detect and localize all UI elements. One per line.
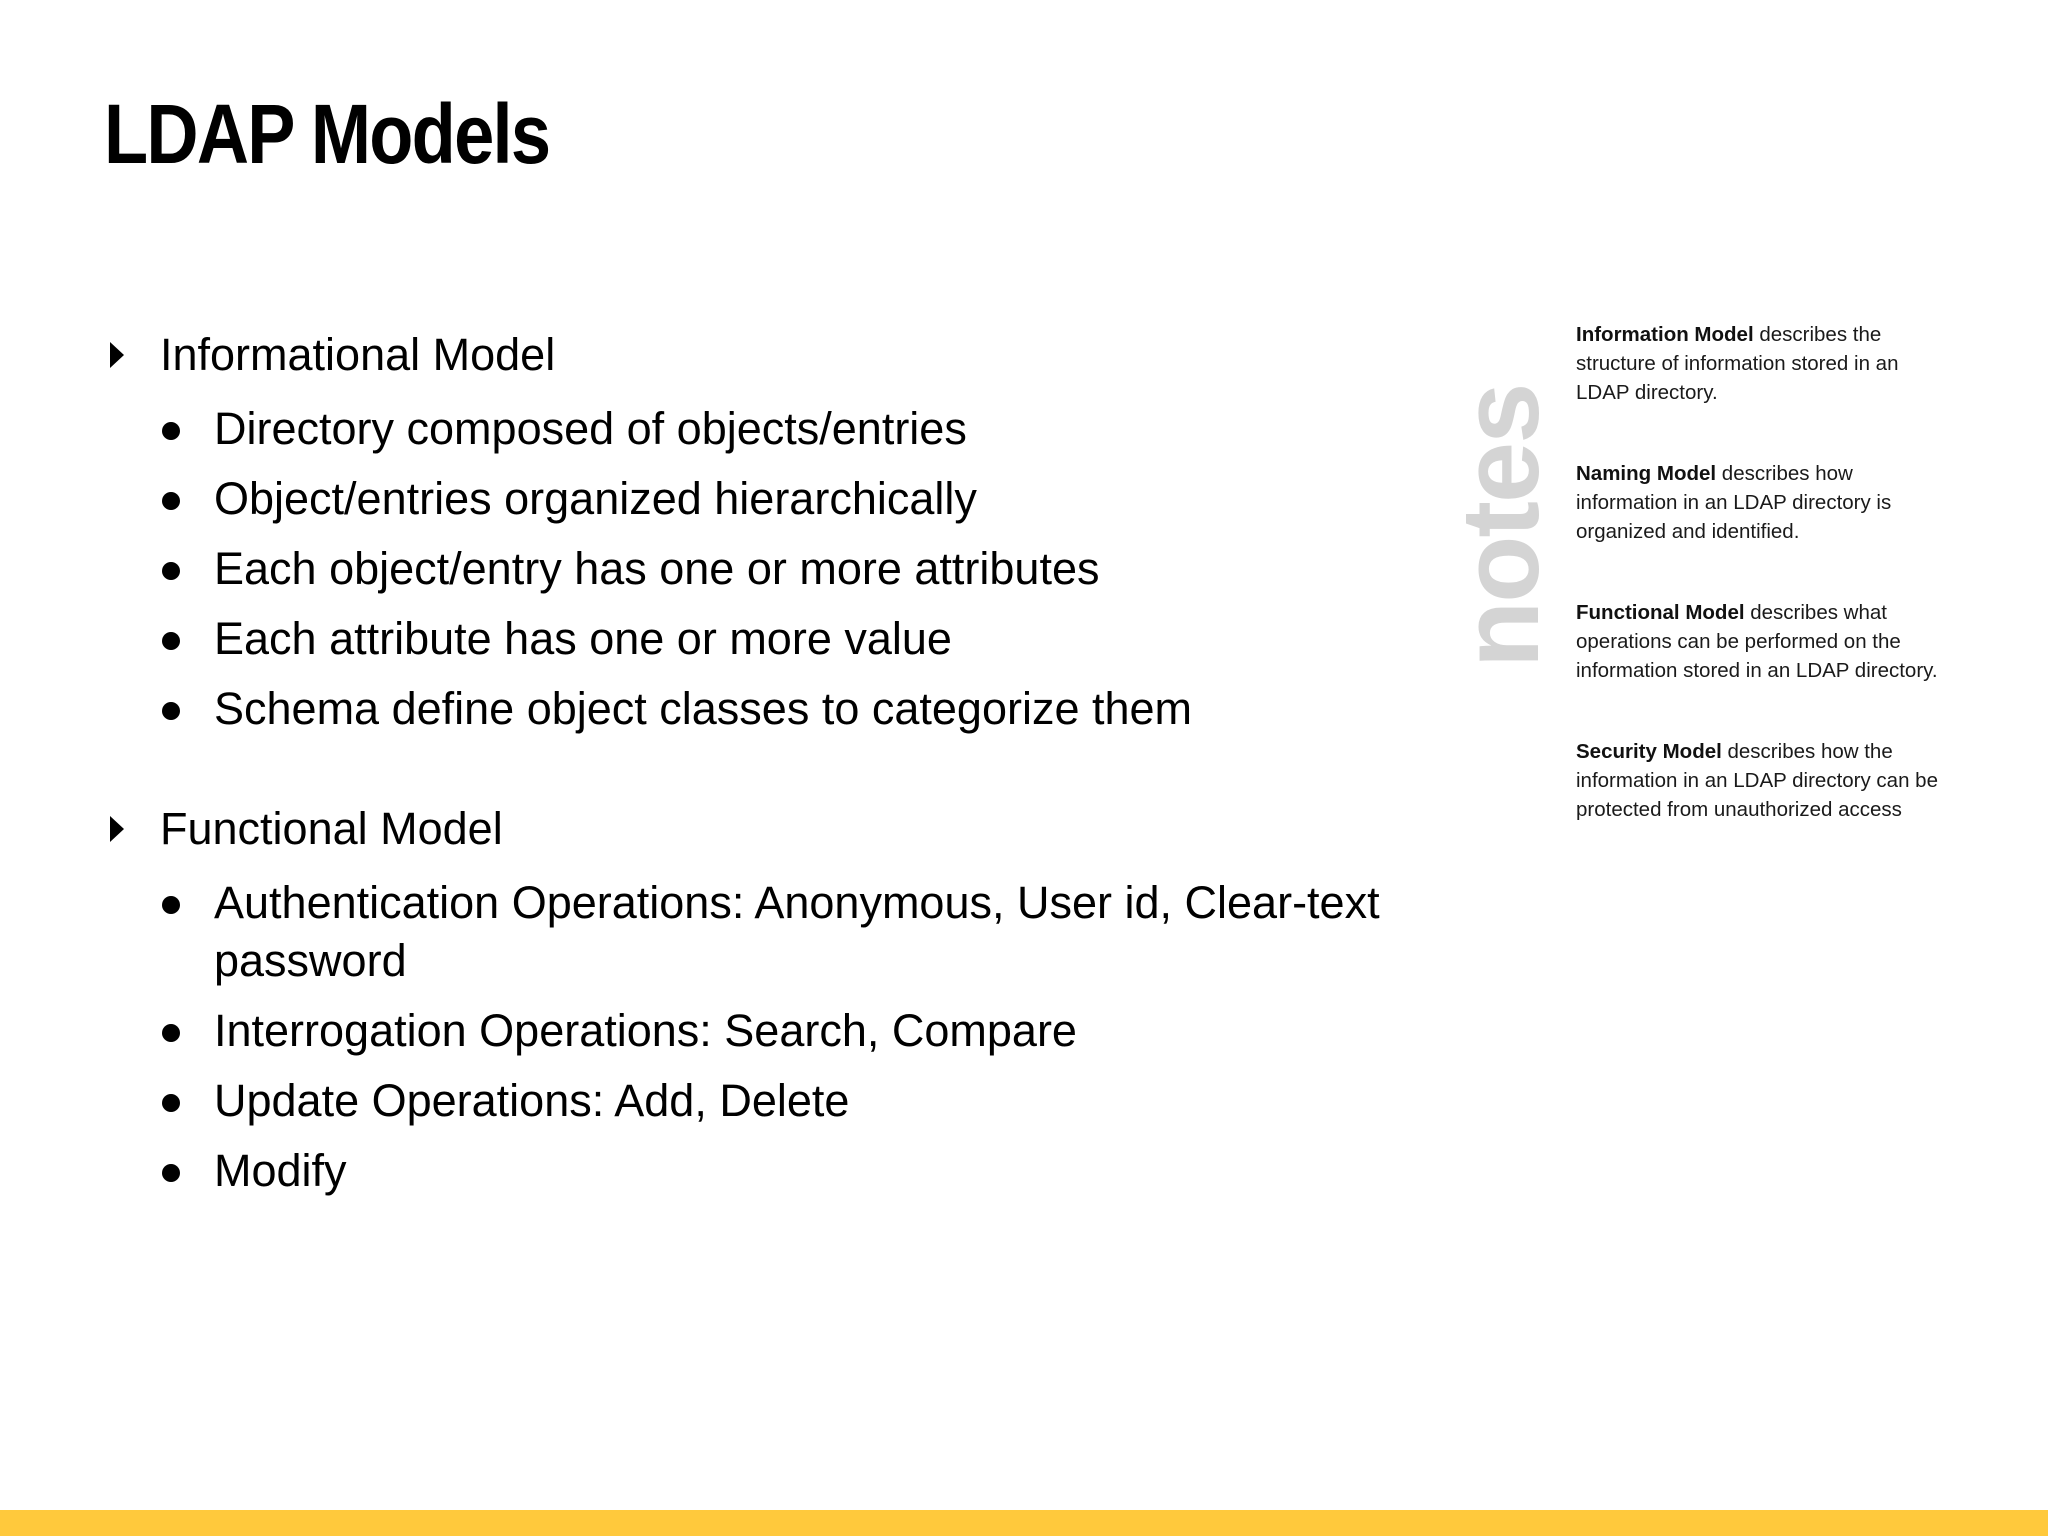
section-heading bbox=[104, 322, 1424, 388]
list-item bbox=[160, 470, 1424, 528]
bullet-dot-icon bbox=[162, 1164, 180, 1182]
section-heading-text: Functional Model bbox=[160, 803, 503, 854]
list-item bbox=[160, 874, 1424, 990]
section-informational-model bbox=[104, 322, 1424, 738]
bullet-list bbox=[104, 874, 1424, 1200]
list-item-text: Authentication Operations: Anonymous, User id, Clear-text password bbox=[214, 877, 1380, 986]
slide-title: LDAP Models bbox=[104, 87, 550, 181]
note-term: Information Model bbox=[1576, 323, 1754, 346]
section-functional-model bbox=[104, 796, 1424, 1200]
list-item-text: Directory composed of objects/entries bbox=[214, 403, 967, 454]
list-item-text: Modify bbox=[214, 1145, 347, 1196]
bullet-dot-icon bbox=[162, 1024, 180, 1042]
note-term: Security Model bbox=[1576, 740, 1722, 763]
triangle-bullet-icon bbox=[110, 342, 124, 368]
triangle-bullet-icon bbox=[110, 816, 124, 842]
list-item bbox=[160, 1002, 1424, 1060]
list-item-text: Each object/entry has one or more attributes bbox=[214, 543, 1100, 594]
bullet-dot-icon bbox=[162, 562, 180, 580]
main-content bbox=[104, 322, 1424, 1200]
bullet-dot-icon bbox=[162, 492, 180, 510]
note-term: Functional Model bbox=[1576, 601, 1745, 624]
list-item bbox=[160, 400, 1424, 458]
list-item bbox=[160, 1072, 1424, 1130]
note-text: describes the structure of information stored in an LDAP directory. bbox=[1576, 323, 1899, 404]
note-security-model bbox=[1576, 737, 1956, 824]
list-item-text: Object/entries organized hierarchically bbox=[214, 473, 977, 524]
list-item-text: Schema define object classes to categorize them bbox=[214, 683, 1193, 734]
footer-accent-bar bbox=[0, 1510, 2048, 1536]
note-term: Naming Model bbox=[1576, 462, 1717, 485]
note-text: describes how the information in an LDAP directory can be protected from unauthorized access bbox=[1576, 740, 1938, 821]
list-item-text: Each attribute has one or more value bbox=[214, 613, 952, 664]
bullet-list bbox=[104, 400, 1424, 738]
list-item bbox=[160, 540, 1424, 598]
note-naming-model bbox=[1576, 459, 1956, 546]
list-item bbox=[160, 680, 1424, 738]
note-text: describes what operations can be performed on the information stored in an LDAP directory. bbox=[1576, 601, 1938, 682]
bullet-dot-icon bbox=[162, 422, 180, 440]
note-functional-model bbox=[1576, 598, 1956, 685]
bullet-dot-icon bbox=[162, 702, 180, 720]
list-item-text: Update Operations: Add, Delete bbox=[214, 1075, 850, 1126]
bullet-dot-icon bbox=[162, 632, 180, 650]
note-information-model bbox=[1576, 320, 1956, 407]
section-heading bbox=[104, 796, 1424, 862]
list-item bbox=[160, 1142, 1424, 1200]
bullet-dot-icon bbox=[162, 896, 180, 914]
note-text: describes how information in an LDAP directory is organized and identified. bbox=[1576, 462, 1892, 543]
notes-label: notes bbox=[1439, 384, 1562, 668]
notes-panel bbox=[1576, 320, 1956, 876]
bullet-dot-icon bbox=[162, 1094, 180, 1112]
list-item-text: Interrogation Operations: Search, Compare bbox=[214, 1005, 1077, 1056]
list-item bbox=[160, 610, 1424, 668]
section-heading-text: Informational Model bbox=[160, 329, 556, 380]
